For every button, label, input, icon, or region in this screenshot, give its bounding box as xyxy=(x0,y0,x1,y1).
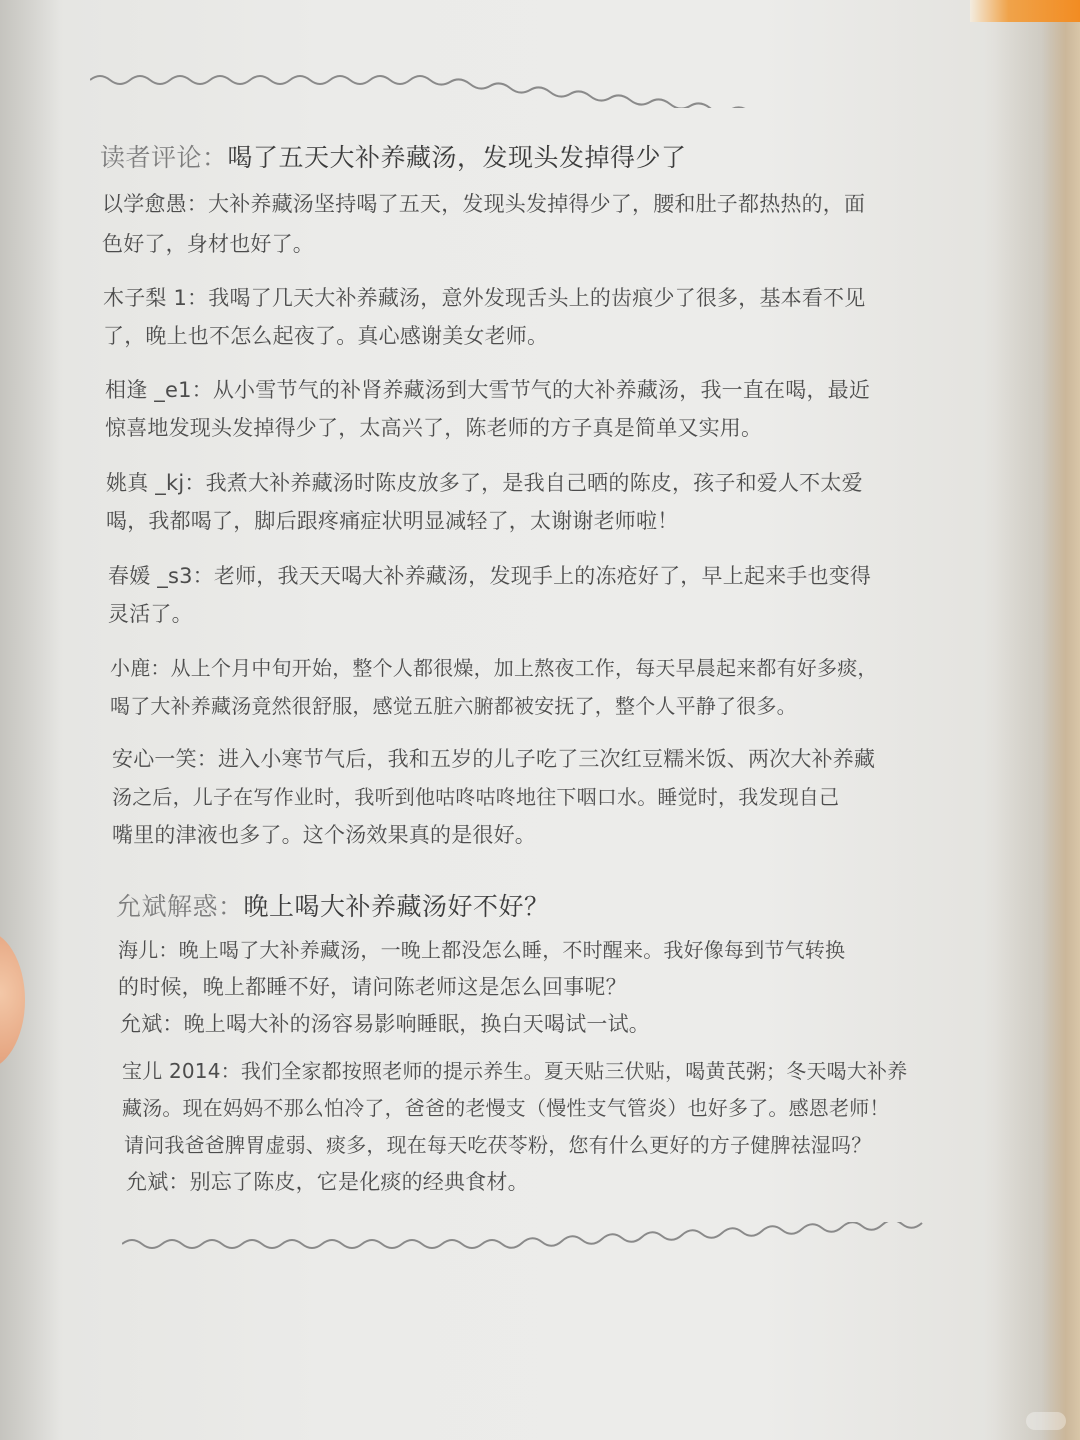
comment-text: 进入小寒节气后，我和五岁的儿子吃了三次红豆糯米饭、两次大补养藏 xyxy=(218,747,876,771)
qa-author: 允斌： xyxy=(120,1012,184,1036)
qa-3-line-1 xyxy=(122,1055,907,1084)
top-wave-divider xyxy=(90,62,930,108)
comment-text: 从上个月中旬开始，整个人都很燥，加上熬夜工作，每天早晨起来都有好多痰， xyxy=(170,656,878,680)
section-heading: 晚上喝大补养藏汤好不好？ xyxy=(243,892,550,921)
comment-author: 以学愈愚： xyxy=(102,192,208,216)
qa-text: 晚上喝了大补养藏汤，一晚上都没怎么睡，不时醒来。我好像每到节气转换 xyxy=(178,938,846,962)
comment-author: 木子梨 1： xyxy=(103,286,209,310)
comment-6-line-2: 喝了大补养藏汤竟然很舒服，感觉五脏六腑都被安抚了，整个人平静了很多。 xyxy=(110,694,797,718)
comment-author: 姚真 _kj： xyxy=(106,471,206,495)
bottom-wave-divider xyxy=(122,1222,934,1258)
comment-text: 老师，我天天喝大补养藏汤，发现手上的冻疮好了，早上起来手也变得 xyxy=(213,564,872,588)
comment-7-line-2: 汤之后，儿子在写作业时，我听到他咕咚咕咚地往下咽口水。睡觉时，我发现自己 xyxy=(112,785,840,809)
comment-1-line-1 xyxy=(102,188,865,218)
section-label: 读者评论： xyxy=(100,143,228,172)
comment-7-line-3: 嘴里的津液也多了。这个汤效果真的是很好。 xyxy=(112,823,536,847)
comment-3-line-1 xyxy=(105,374,870,404)
comment-text: 从小雪节气的补肾养藏汤到大雪节气的大补养藏汤，我一直在喝，最近 xyxy=(212,378,871,402)
comment-text: 我煮大补养藏汤时陈皮放多了，是我自己晒的陈皮，孩子和爱人不太爱 xyxy=(205,471,863,495)
qa-3-line-2: 藏汤。现在妈妈不那么怕冷了，爸爸的老慢支（慢性支气管炎）也好多了。感恩老师！ xyxy=(122,1096,890,1120)
qa-author: 海儿： xyxy=(118,938,179,962)
comment-4-line-2: 喝，我都喝了，脚后跟疼痛症状明显减轻了，太谢谢老师啦！ xyxy=(106,509,679,533)
comment-7-line-1 xyxy=(112,743,875,773)
comment-author: 安心一笑： xyxy=(112,747,218,771)
comment-1-line-2: 色好了，身材也好了。 xyxy=(102,232,314,256)
comment-4-line-1 xyxy=(106,467,863,497)
qa-author: 宝儿 2014： xyxy=(122,1059,241,1083)
section-heading: 喝了五天大补养藏汤，发现头发掉得少了 xyxy=(227,143,687,172)
qa-2-line-1 xyxy=(120,1008,650,1038)
section-title-qa xyxy=(116,887,550,923)
comment-6-line-1 xyxy=(110,652,878,681)
comment-5-line-1 xyxy=(108,560,871,590)
comment-author: 春媛 _s3： xyxy=(108,564,214,588)
qa-text: 晚上喝大补的汤容易影响睡眠，换白天喝试一试。 xyxy=(183,1012,651,1036)
comment-2-line-1 xyxy=(103,282,865,312)
qa-4-line-1 xyxy=(126,1166,529,1196)
qa-text: 我们全家都按照老师的提示养生。夏天贴三伏贴，喝黄芪粥；冬天喝大补养 xyxy=(240,1059,908,1083)
comment-author: 相逢 _e1： xyxy=(105,378,213,402)
qa-author: 允斌： xyxy=(126,1170,190,1194)
qa-text: 别忘了陈皮，它是化痰的经典食材。 xyxy=(189,1170,529,1194)
section-label: 允斌解惑： xyxy=(116,892,244,921)
comment-text: 大补养藏汤坚持喝了五天，发现头发掉得少了，腰和肚子都热热的，面 xyxy=(208,192,866,216)
comment-author: 小鹿： xyxy=(110,656,171,680)
comment-5-line-2: 灵活了。 xyxy=(108,602,193,626)
comment-text: 我喝了几天大补养藏汤，意外发现舌头上的齿痕少了很多，基本看不见 xyxy=(208,286,866,310)
qa-1-line-1 xyxy=(118,934,845,963)
qa-1-line-2: 的时候，晚上都睡不好，请问陈老师这是怎么回事呢？ xyxy=(118,975,627,999)
qa-3-line-3: 请问我爸爸脾胃虚弱、痰多，现在每天吃茯苓粉，您有什么更好的方子健脾祛湿吗？ xyxy=(124,1133,872,1157)
comment-3-line-2: 惊喜地发现头发掉得少了，太高兴了，陈老师的方子真是简单又实用。 xyxy=(105,416,763,440)
watermark-badge xyxy=(1026,1412,1066,1430)
comment-2-line-2: 了，晚上也不怎么起夜了。真心感谢美女老师。 xyxy=(103,324,549,348)
section-title-reader-comments xyxy=(100,138,687,174)
